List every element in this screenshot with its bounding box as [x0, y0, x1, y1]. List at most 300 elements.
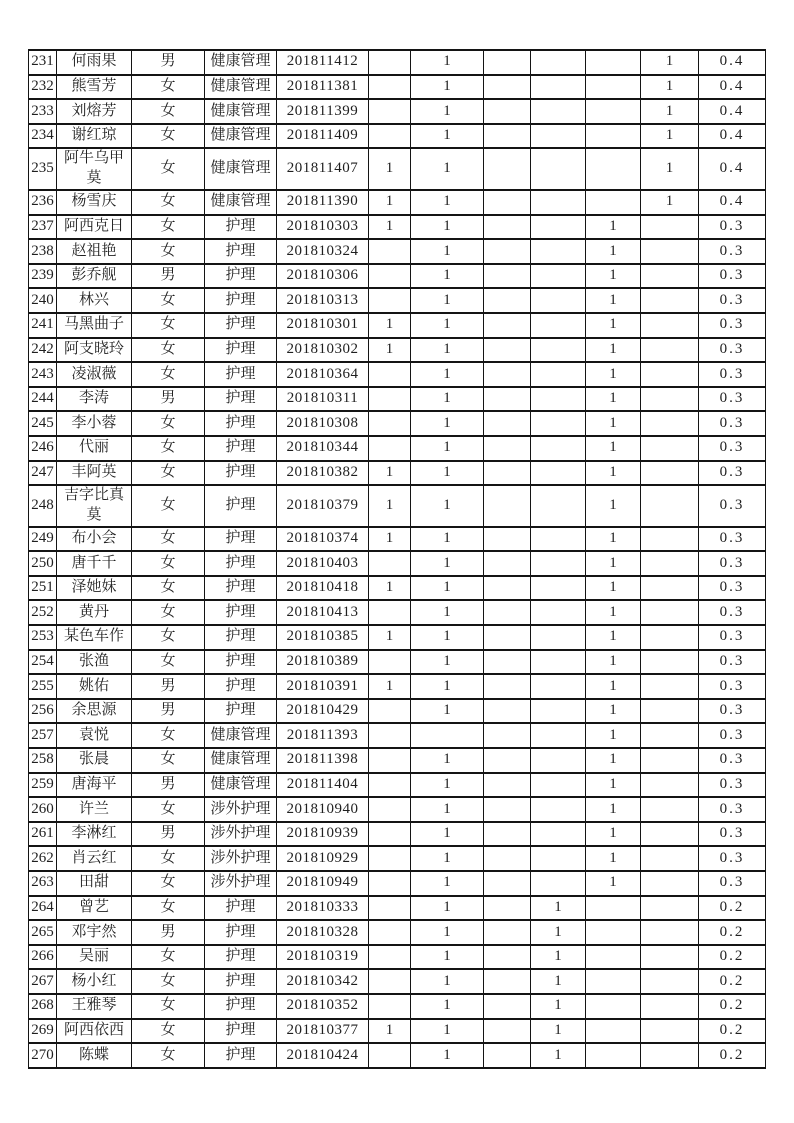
table-row [29, 313, 766, 338]
cell-mark-6 [369, 699, 411, 724]
cell-row-number: 249 [29, 527, 57, 552]
cell-student-id: 201811381 [277, 75, 369, 100]
cell-mark-6: 1 [369, 148, 411, 190]
cell-name: 张晨 [57, 748, 132, 773]
cell-mark-10: 1 [586, 215, 641, 240]
cell-mark-6: 1 [369, 527, 411, 552]
cell-mark-10 [586, 969, 641, 994]
cell-mark-11 [641, 436, 699, 461]
cell-row-number: 262 [29, 846, 57, 871]
cell-mark-11 [641, 773, 699, 798]
cell-mark-10: 1 [586, 387, 641, 412]
cell-major: 健康管理 [205, 748, 277, 773]
cell-mark-8 [484, 338, 531, 363]
cell-mark-9 [531, 436, 586, 461]
cell-score: 0.4 [699, 190, 766, 215]
cell-mark-10 [586, 50, 641, 75]
cell-student-id: 201810413 [277, 600, 369, 625]
cell-mark-7: 1 [411, 674, 484, 699]
cell-row-number: 259 [29, 773, 57, 798]
cell-name: 李淋红 [57, 822, 132, 847]
table-row [29, 527, 766, 552]
cell-mark-7: 1 [411, 920, 484, 945]
cell-score: 0.3 [699, 797, 766, 822]
cell-mark-11 [641, 362, 699, 387]
cell-mark-8 [484, 148, 531, 190]
table-row [29, 576, 766, 601]
table-row [29, 436, 766, 461]
cell-score: 0.3 [699, 699, 766, 724]
cell-mark-11: 1 [641, 75, 699, 100]
cell-mark-10 [586, 994, 641, 1019]
cell-gender: 女 [132, 846, 205, 871]
table-row [29, 50, 766, 75]
cell-name: 唐海平 [57, 773, 132, 798]
cell-mark-9 [531, 411, 586, 436]
cell-mark-6 [369, 99, 411, 124]
cell-score: 0.4 [699, 75, 766, 100]
cell-mark-8 [484, 1043, 531, 1068]
cell-mark-9 [531, 148, 586, 190]
cell-mark-11 [641, 600, 699, 625]
cell-mark-8 [484, 945, 531, 970]
table-row [29, 773, 766, 798]
cell-mark-10 [586, 896, 641, 921]
cell-mark-6: 1 [369, 215, 411, 240]
cell-score: 0.3 [699, 411, 766, 436]
cell-row-number: 236 [29, 190, 57, 215]
cell-mark-9: 1 [531, 945, 586, 970]
cell-mark-7: 1 [411, 846, 484, 871]
cell-mark-11: 1 [641, 190, 699, 215]
cell-score: 0.3 [699, 436, 766, 461]
cell-mark-11 [641, 723, 699, 748]
cell-name: 赵祖艳 [57, 239, 132, 264]
table-row [29, 625, 766, 650]
cell-score: 0.2 [699, 994, 766, 1019]
cell-mark-10: 1 [586, 288, 641, 313]
cell-mark-11 [641, 215, 699, 240]
cell-major: 健康管理 [205, 773, 277, 798]
cell-mark-11 [641, 822, 699, 847]
cell-mark-9 [531, 264, 586, 289]
cell-gender: 女 [132, 1043, 205, 1068]
cell-name: 田甜 [57, 871, 132, 896]
cell-mark-10: 1 [586, 313, 641, 338]
cell-name: 李涛 [57, 387, 132, 412]
cell-student-id: 201810391 [277, 674, 369, 699]
cell-mark-11 [641, 748, 699, 773]
cell-gender: 女 [132, 871, 205, 896]
cell-score: 0.3 [699, 485, 766, 527]
cell-row-number: 232 [29, 75, 57, 100]
cell-major: 健康管理 [205, 75, 277, 100]
cell-mark-10: 1 [586, 797, 641, 822]
cell-mark-8 [484, 723, 531, 748]
table-row [29, 994, 766, 1019]
cell-mark-9 [531, 773, 586, 798]
cell-major: 护理 [205, 288, 277, 313]
table-row [29, 871, 766, 896]
cell-mark-11 [641, 625, 699, 650]
cell-name: 丰阿英 [57, 461, 132, 486]
cell-row-number: 248 [29, 485, 57, 527]
cell-row-number: 265 [29, 920, 57, 945]
cell-gender: 女 [132, 313, 205, 338]
cell-mark-10: 1 [586, 411, 641, 436]
cell-student-id: 201810302 [277, 338, 369, 363]
cell-major: 涉外护理 [205, 846, 277, 871]
cell-mark-11 [641, 1019, 699, 1044]
cell-mark-6 [369, 264, 411, 289]
cell-mark-6: 1 [369, 313, 411, 338]
cell-gender: 女 [132, 288, 205, 313]
cell-mark-7: 1 [411, 527, 484, 552]
cell-mark-10 [586, 1019, 641, 1044]
cell-mark-10: 1 [586, 436, 641, 461]
cell-student-id: 201810939 [277, 822, 369, 847]
cell-row-number: 251 [29, 576, 57, 601]
cell-gender: 女 [132, 75, 205, 100]
cell-mark-7: 1 [411, 1019, 484, 1044]
cell-mark-6 [369, 822, 411, 847]
cell-mark-11 [641, 461, 699, 486]
cell-mark-9 [531, 387, 586, 412]
cell-mark-10: 1 [586, 650, 641, 675]
cell-major: 护理 [205, 313, 277, 338]
cell-student-id: 201810306 [277, 264, 369, 289]
cell-score: 0.3 [699, 387, 766, 412]
cell-score: 0.2 [699, 896, 766, 921]
cell-mark-7: 1 [411, 822, 484, 847]
cell-mark-8 [484, 215, 531, 240]
cell-mark-11 [641, 1043, 699, 1068]
cell-mark-7: 1 [411, 1043, 484, 1068]
cell-student-id: 201810311 [277, 387, 369, 412]
cell-mark-8 [484, 124, 531, 149]
cell-mark-11 [641, 674, 699, 699]
cell-row-number: 270 [29, 1043, 57, 1068]
cell-student-id: 201811409 [277, 124, 369, 149]
cell-row-number: 246 [29, 436, 57, 461]
cell-mark-7: 1 [411, 485, 484, 527]
cell-mark-6 [369, 288, 411, 313]
cell-mark-6: 1 [369, 461, 411, 486]
cell-mark-7: 1 [411, 362, 484, 387]
cell-row-number: 235 [29, 148, 57, 190]
cell-mark-9 [531, 461, 586, 486]
cell-student-id: 201810929 [277, 846, 369, 871]
cell-score: 0.3 [699, 551, 766, 576]
cell-mark-11 [641, 264, 699, 289]
cell-mark-10 [586, 99, 641, 124]
cell-mark-10 [586, 75, 641, 100]
cell-mark-11 [641, 288, 699, 313]
cell-row-number: 268 [29, 994, 57, 1019]
cell-mark-8 [484, 846, 531, 871]
cell-mark-9 [531, 625, 586, 650]
cell-name: 吉字比真莫 [57, 485, 132, 527]
cell-gender: 男 [132, 387, 205, 412]
cell-mark-7: 1 [411, 338, 484, 363]
cell-mark-9: 1 [531, 1043, 586, 1068]
cell-mark-11 [641, 994, 699, 1019]
cell-major: 涉外护理 [205, 797, 277, 822]
cell-mark-6: 1 [369, 485, 411, 527]
cell-student-id: 201810374 [277, 527, 369, 552]
cell-name: 杨雪庆 [57, 190, 132, 215]
cell-gender: 女 [132, 215, 205, 240]
cell-row-number: 263 [29, 871, 57, 896]
cell-mark-6 [369, 871, 411, 896]
cell-score: 0.3 [699, 527, 766, 552]
cell-mark-7: 1 [411, 387, 484, 412]
cell-name: 阿西依西 [57, 1019, 132, 1044]
cell-mark-9 [531, 576, 586, 601]
cell-mark-7: 1 [411, 411, 484, 436]
cell-mark-6: 1 [369, 190, 411, 215]
cell-student-id: 201810403 [277, 551, 369, 576]
cell-major: 护理 [205, 264, 277, 289]
cell-score: 0.3 [699, 215, 766, 240]
cell-student-id: 201810379 [277, 485, 369, 527]
cell-score: 0.3 [699, 239, 766, 264]
cell-major: 护理 [205, 625, 277, 650]
cell-mark-6 [369, 551, 411, 576]
cell-score: 0.2 [699, 945, 766, 970]
cell-mark-9 [531, 190, 586, 215]
cell-mark-7: 1 [411, 994, 484, 1019]
cell-student-id: 201811404 [277, 773, 369, 798]
cell-mark-11: 1 [641, 99, 699, 124]
cell-mark-6 [369, 1043, 411, 1068]
table-row [29, 215, 766, 240]
cell-name: 彭乔舰 [57, 264, 132, 289]
cell-row-number: 261 [29, 822, 57, 847]
cell-score: 0.3 [699, 600, 766, 625]
cell-mark-10: 1 [586, 576, 641, 601]
cell-mark-8 [484, 461, 531, 486]
cell-student-id: 201810424 [277, 1043, 369, 1068]
cell-student-id: 201810949 [277, 871, 369, 896]
cell-mark-8 [484, 896, 531, 921]
cell-mark-11 [641, 411, 699, 436]
cell-major: 护理 [205, 674, 277, 699]
cell-gender: 女 [132, 896, 205, 921]
cell-mark-9 [531, 75, 586, 100]
cell-row-number: 253 [29, 625, 57, 650]
cell-mark-8 [484, 436, 531, 461]
cell-student-id: 201810940 [277, 797, 369, 822]
cell-student-id: 201810389 [277, 650, 369, 675]
table-row [29, 600, 766, 625]
cell-row-number: 238 [29, 239, 57, 264]
cell-mark-10: 1 [586, 625, 641, 650]
cell-mark-9 [531, 362, 586, 387]
cell-mark-8 [484, 674, 531, 699]
cell-mark-8 [484, 75, 531, 100]
cell-mark-11 [641, 527, 699, 552]
cell-mark-9 [531, 748, 586, 773]
cell-gender: 男 [132, 264, 205, 289]
cell-score: 0.3 [699, 748, 766, 773]
cell-row-number: 240 [29, 288, 57, 313]
cell-mark-8 [484, 773, 531, 798]
cell-major: 护理 [205, 411, 277, 436]
cell-mark-10 [586, 148, 641, 190]
cell-mark-6 [369, 600, 411, 625]
cell-mark-8 [484, 99, 531, 124]
cell-mark-10: 1 [586, 748, 641, 773]
cell-gender: 女 [132, 994, 205, 1019]
student-table-body [29, 50, 766, 1068]
cell-gender: 女 [132, 411, 205, 436]
cell-mark-7: 1 [411, 551, 484, 576]
table-row [29, 264, 766, 289]
table-row [29, 1043, 766, 1068]
cell-mark-7: 1 [411, 313, 484, 338]
cell-name: 刘熔芳 [57, 99, 132, 124]
cell-mark-8 [484, 362, 531, 387]
cell-row-number: 241 [29, 313, 57, 338]
cell-mark-11: 1 [641, 148, 699, 190]
cell-gender: 女 [132, 239, 205, 264]
cell-mark-6 [369, 945, 411, 970]
cell-name: 李小蓉 [57, 411, 132, 436]
cell-mark-8 [484, 551, 531, 576]
cell-mark-6 [369, 773, 411, 798]
cell-mark-7: 1 [411, 436, 484, 461]
cell-student-id: 201810319 [277, 945, 369, 970]
cell-mark-11 [641, 650, 699, 675]
cell-major: 护理 [205, 945, 277, 970]
cell-row-number: 256 [29, 699, 57, 724]
cell-mark-7: 1 [411, 797, 484, 822]
cell-student-id: 201810344 [277, 436, 369, 461]
cell-mark-7: 1 [411, 650, 484, 675]
cell-score: 0.2 [699, 1019, 766, 1044]
cell-row-number: 267 [29, 969, 57, 994]
cell-student-id: 201810308 [277, 411, 369, 436]
cell-mark-10: 1 [586, 264, 641, 289]
cell-name: 唐千千 [57, 551, 132, 576]
cell-major: 护理 [205, 436, 277, 461]
cell-row-number: 255 [29, 674, 57, 699]
cell-mark-10: 1 [586, 485, 641, 527]
cell-mark-6 [369, 994, 411, 1019]
cell-mark-8 [484, 527, 531, 552]
table-row [29, 969, 766, 994]
table-row [29, 797, 766, 822]
table-row [29, 288, 766, 313]
cell-mark-10: 1 [586, 527, 641, 552]
cell-major: 健康管理 [205, 190, 277, 215]
cell-major: 护理 [205, 1043, 277, 1068]
cell-gender: 男 [132, 50, 205, 75]
cell-mark-8 [484, 313, 531, 338]
cell-name: 张渔 [57, 650, 132, 675]
cell-mark-6 [369, 436, 411, 461]
cell-student-id: 201811412 [277, 50, 369, 75]
table-row [29, 920, 766, 945]
cell-mark-6 [369, 50, 411, 75]
cell-mark-10: 1 [586, 461, 641, 486]
cell-row-number: 266 [29, 945, 57, 970]
cell-mark-6 [369, 411, 411, 436]
cell-row-number: 260 [29, 797, 57, 822]
cell-student-id: 201811390 [277, 190, 369, 215]
cell-student-id: 201810429 [277, 699, 369, 724]
cell-mark-7: 1 [411, 461, 484, 486]
cell-mark-9 [531, 338, 586, 363]
cell-score: 0.3 [699, 674, 766, 699]
cell-major: 护理 [205, 896, 277, 921]
cell-mark-7: 1 [411, 99, 484, 124]
cell-mark-8 [484, 699, 531, 724]
cell-gender: 女 [132, 527, 205, 552]
cell-mark-9 [531, 699, 586, 724]
cell-mark-6: 1 [369, 674, 411, 699]
cell-mark-6 [369, 896, 411, 921]
cell-name: 曾艺 [57, 896, 132, 921]
cell-score: 0.2 [699, 920, 766, 945]
cell-mark-10: 1 [586, 551, 641, 576]
cell-mark-11 [641, 896, 699, 921]
cell-student-id: 201810382 [277, 461, 369, 486]
cell-gender: 女 [132, 1019, 205, 1044]
cell-gender: 女 [132, 748, 205, 773]
cell-mark-6 [369, 239, 411, 264]
cell-gender: 女 [132, 576, 205, 601]
cell-mark-7: 1 [411, 969, 484, 994]
cell-mark-6: 1 [369, 625, 411, 650]
cell-mark-6 [369, 969, 411, 994]
table-row [29, 387, 766, 412]
cell-mark-7 [411, 723, 484, 748]
cell-name: 熊雪芳 [57, 75, 132, 100]
cell-mark-10 [586, 124, 641, 149]
cell-row-number: 233 [29, 99, 57, 124]
cell-mark-8 [484, 969, 531, 994]
cell-mark-10: 1 [586, 338, 641, 363]
cell-major: 护理 [205, 650, 277, 675]
cell-mark-7: 1 [411, 215, 484, 240]
cell-score: 0.3 [699, 313, 766, 338]
cell-gender: 女 [132, 148, 205, 190]
cell-mark-10: 1 [586, 699, 641, 724]
table-row [29, 362, 766, 387]
table-row [29, 1019, 766, 1044]
cell-name: 马黑曲子 [57, 313, 132, 338]
cell-major: 护理 [205, 600, 277, 625]
cell-student-id: 201811398 [277, 748, 369, 773]
cell-mark-11: 1 [641, 50, 699, 75]
cell-mark-9 [531, 215, 586, 240]
cell-major: 健康管理 [205, 50, 277, 75]
table-row [29, 748, 766, 773]
cell-student-id: 201810342 [277, 969, 369, 994]
cell-mark-6: 1 [369, 576, 411, 601]
cell-mark-9 [531, 527, 586, 552]
cell-major: 健康管理 [205, 99, 277, 124]
cell-mark-8 [484, 797, 531, 822]
cell-mark-6 [369, 650, 411, 675]
cell-name: 吴丽 [57, 945, 132, 970]
cell-row-number: 257 [29, 723, 57, 748]
table-row [29, 674, 766, 699]
cell-mark-7: 1 [411, 288, 484, 313]
cell-name: 王雅琴 [57, 994, 132, 1019]
